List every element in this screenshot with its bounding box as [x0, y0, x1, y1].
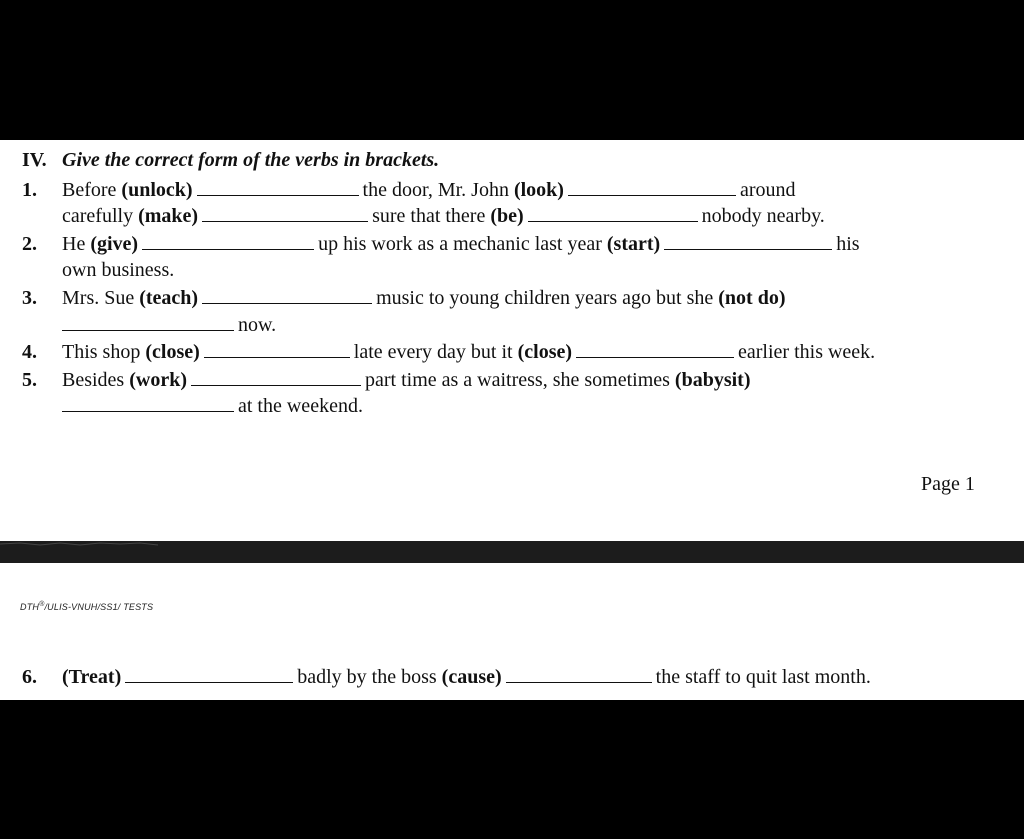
verb-prompt: (unlock): [121, 179, 193, 201]
item-text: music to young children years ago but she: [376, 287, 719, 309]
item-number: 5.: [22, 369, 37, 391]
item-1-line-2: [62, 204, 825, 228]
item-text: nobody nearby.: [701, 205, 825, 227]
verb-prompt: (teach): [139, 287, 199, 309]
item-text: around: [739, 179, 796, 201]
answer-blank[interactable]: [191, 369, 361, 386]
page-break-bar: [0, 541, 1024, 563]
item-text: up his work as a mechanic last year: [318, 233, 607, 255]
verb-prompt: (be): [490, 205, 524, 227]
footer-code: [20, 601, 153, 612]
item-text: Besides: [62, 369, 130, 391]
item-text: part time as a waitress, she sometimes: [364, 369, 675, 391]
answer-blank[interactable]: [197, 179, 359, 196]
item-2-line-2: [62, 258, 174, 282]
item-text: carefully: [62, 205, 139, 227]
item-text: the staff to quit last month.: [655, 666, 871, 688]
item-4-line-1: [62, 340, 875, 364]
verb-prompt: (make): [138, 205, 199, 227]
item-text: his: [836, 233, 860, 255]
item-3-line-1: [62, 286, 785, 310]
item-text: now.: [238, 314, 277, 336]
answer-blank[interactable]: [62, 314, 234, 331]
verb-prompt: (work): [129, 369, 187, 391]
item-number: 2.: [22, 233, 37, 255]
item-text: the door, Mr. John: [362, 179, 514, 201]
answer-blank[interactable]: [125, 666, 293, 683]
answer-blank[interactable]: [204, 341, 350, 358]
answer-blank[interactable]: [506, 666, 652, 683]
item-text: He: [62, 233, 91, 255]
item-text: This shop: [62, 341, 146, 363]
verb-prompt: (look): [513, 179, 564, 201]
verb-prompt: (close): [145, 341, 200, 363]
answer-blank[interactable]: [202, 287, 372, 304]
item-text: at the weekend.: [238, 395, 363, 417]
verb-prompt: (close): [517, 341, 573, 363]
footer-code-suffix: /ULIS-VNUH/SS1/ TESTS: [44, 602, 154, 612]
verb-prompt: (start): [606, 233, 661, 255]
section-instruction: Give the correct form of the verbs in brackets.: [62, 149, 440, 171]
registered-mark: ®: [39, 601, 45, 608]
item-number: 3.: [22, 287, 37, 309]
item-1-line-1: [62, 178, 796, 202]
item-number: 6.: [22, 666, 37, 688]
item-text: own business.: [62, 259, 175, 281]
item-number: 4.: [22, 341, 37, 363]
footer-code-prefix: DTH: [20, 602, 40, 612]
item-3-line-2: [62, 313, 276, 337]
item-text: Mrs. Sue: [62, 287, 140, 309]
item-text: earlier this week.: [738, 341, 876, 363]
answer-blank[interactable]: [528, 205, 698, 222]
item-5-line-1: [62, 368, 750, 392]
answer-blank[interactable]: [202, 205, 368, 222]
item-text: Before: [62, 179, 122, 201]
item-5-line-2: [62, 394, 363, 418]
item-text: late every day but it: [353, 341, 518, 363]
item-number: 1.: [22, 179, 37, 201]
answer-blank[interactable]: [576, 341, 734, 358]
verb-prompt: (Treat): [62, 666, 122, 688]
verb-prompt: (give): [90, 233, 139, 255]
answer-blank[interactable]: [568, 179, 736, 196]
verb-prompt: (babysit): [674, 369, 751, 391]
item-6-line-1: [62, 665, 871, 689]
verb-prompt: (not do): [718, 287, 786, 309]
item-2-line-1: [62, 232, 860, 256]
scan-artifact: [0, 541, 160, 547]
section-number: IV.: [22, 149, 47, 171]
item-text: sure that there: [372, 205, 491, 227]
worksheet-page-top: [0, 140, 1024, 541]
item-text: badly by the boss: [297, 666, 442, 688]
verb-prompt: (cause): [441, 666, 502, 688]
answer-blank[interactable]: [62, 395, 234, 412]
answer-blank[interactable]: [142, 233, 314, 250]
page-number: Page 1: [921, 473, 975, 495]
answer-blank[interactable]: [664, 233, 832, 250]
worksheet-page-bottom: [0, 563, 1024, 700]
